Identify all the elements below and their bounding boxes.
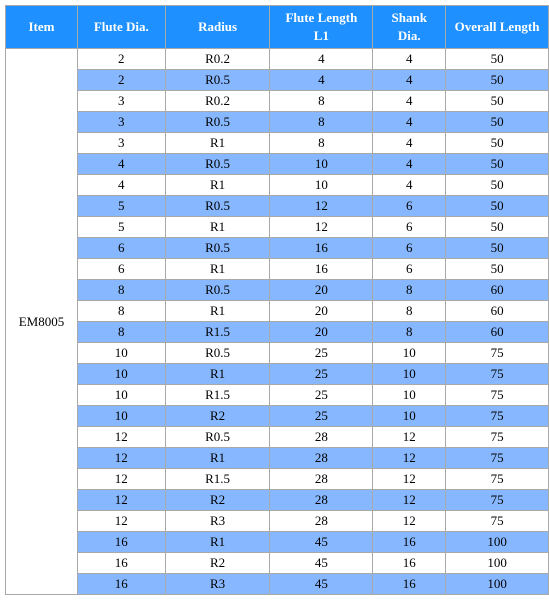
overall-length-cell: 100 xyxy=(446,532,549,553)
flute-length-cell: 25 xyxy=(270,364,373,385)
radius-cell: R1 xyxy=(165,217,270,238)
table-row xyxy=(6,259,549,280)
table-row xyxy=(6,70,549,91)
table-body xyxy=(6,49,549,595)
flute-length-cell: 25 xyxy=(270,343,373,364)
table-row xyxy=(6,154,549,175)
header-overall-length xyxy=(446,6,549,49)
flute-length-cell: 10 xyxy=(270,154,373,175)
radius-cell: R1 xyxy=(165,175,270,196)
radius-cell: R1 xyxy=(165,133,270,154)
radius-cell: R2 xyxy=(165,490,270,511)
radius-cell: R3 xyxy=(165,574,270,595)
table-row xyxy=(6,469,549,490)
overall-length-cell: 75 xyxy=(446,406,549,427)
radius-cell: R1 xyxy=(165,259,270,280)
radius-cell: R1.5 xyxy=(165,322,270,343)
flute-length-cell: 4 xyxy=(270,49,373,70)
table-row xyxy=(6,406,549,427)
radius-cell: R0.5 xyxy=(165,238,270,259)
flute-dia-cell: 4 xyxy=(77,154,165,175)
flute-dia-cell: 12 xyxy=(77,427,165,448)
shank-dia-cell: 10 xyxy=(373,364,446,385)
overall-length-cell: 75 xyxy=(446,448,549,469)
flute-length-cell: 8 xyxy=(270,133,373,154)
radius-cell: R0.5 xyxy=(165,280,270,301)
overall-length-cell: 50 xyxy=(446,238,549,259)
shank-dia-cell: 10 xyxy=(373,385,446,406)
overall-length-cell: 50 xyxy=(446,70,549,91)
shank-dia-cell: 6 xyxy=(373,217,446,238)
flute-dia-cell: 2 xyxy=(77,70,165,91)
shank-dia-cell: 8 xyxy=(373,322,446,343)
shank-dia-cell: 6 xyxy=(373,259,446,280)
flute-dia-cell: 5 xyxy=(77,217,165,238)
overall-length-cell: 50 xyxy=(446,217,549,238)
overall-length-cell: 50 xyxy=(446,49,549,70)
flute-dia-cell: 12 xyxy=(77,448,165,469)
flute-dia-cell: 16 xyxy=(77,553,165,574)
header-flute-length-line1: Flute Length xyxy=(285,10,358,25)
shank-dia-cell: 4 xyxy=(373,49,446,70)
header-shank-line1: Shank xyxy=(391,10,427,25)
table-row xyxy=(6,490,549,511)
table-row xyxy=(6,343,549,364)
flute-dia-cell: 3 xyxy=(77,133,165,154)
flute-dia-cell: 8 xyxy=(77,322,165,343)
shank-dia-cell: 8 xyxy=(373,301,446,322)
header-flute-length-line2: L1 xyxy=(313,28,329,43)
shank-dia-cell: 16 xyxy=(373,574,446,595)
shank-dia-cell: 4 xyxy=(373,70,446,91)
shank-dia-cell: 4 xyxy=(373,175,446,196)
shank-dia-cell: 4 xyxy=(373,112,446,133)
header-flute-dia xyxy=(77,6,165,49)
shank-dia-cell: 6 xyxy=(373,196,446,217)
shank-dia-cell: 4 xyxy=(373,154,446,175)
shank-dia-cell: 10 xyxy=(373,343,446,364)
flute-length-cell: 16 xyxy=(270,238,373,259)
flute-dia-cell: 2 xyxy=(77,49,165,70)
overall-length-cell: 100 xyxy=(446,553,549,574)
spec-table xyxy=(5,5,549,595)
radius-cell: R2 xyxy=(165,553,270,574)
radius-cell: R0.5 xyxy=(165,112,270,133)
shank-dia-cell: 12 xyxy=(373,469,446,490)
flute-dia-cell: 16 xyxy=(77,574,165,595)
table-row xyxy=(6,427,549,448)
overall-length-cell: 75 xyxy=(446,364,549,385)
radius-cell: R0.5 xyxy=(165,427,270,448)
overall-length-cell: 50 xyxy=(446,196,549,217)
header-overall-length-label: Overall Length xyxy=(454,19,540,34)
table-row xyxy=(6,91,549,112)
shank-dia-cell: 12 xyxy=(373,490,446,511)
shank-dia-cell: 4 xyxy=(373,91,446,112)
shank-dia-cell: 8 xyxy=(373,280,446,301)
radius-cell: R0.5 xyxy=(165,343,270,364)
flute-dia-cell: 10 xyxy=(77,385,165,406)
header-radius-label: Radius xyxy=(198,19,238,34)
flute-length-cell: 10 xyxy=(270,175,373,196)
radius-cell: R1 xyxy=(165,448,270,469)
table-row xyxy=(6,301,549,322)
flute-length-cell: 16 xyxy=(270,259,373,280)
table-row xyxy=(6,448,549,469)
header-shank-line2: Dia. xyxy=(397,28,421,43)
table-row xyxy=(6,112,549,133)
overall-length-cell: 60 xyxy=(446,322,549,343)
flute-dia-cell: 4 xyxy=(77,175,165,196)
table-row xyxy=(6,532,549,553)
flute-length-cell: 12 xyxy=(270,196,373,217)
shank-dia-cell: 12 xyxy=(373,427,446,448)
overall-length-cell: 75 xyxy=(446,511,549,532)
flute-length-cell: 25 xyxy=(270,385,373,406)
radius-cell: R1.5 xyxy=(165,469,270,490)
flute-dia-cell: 3 xyxy=(77,112,165,133)
radius-cell: R0.2 xyxy=(165,49,270,70)
overall-length-cell: 100 xyxy=(446,574,549,595)
flute-dia-cell: 6 xyxy=(77,259,165,280)
shank-dia-cell: 12 xyxy=(373,511,446,532)
table-row xyxy=(6,196,549,217)
table-row xyxy=(6,385,549,406)
flute-length-cell: 4 xyxy=(270,70,373,91)
flute-dia-cell: 10 xyxy=(77,364,165,385)
overall-length-cell: 50 xyxy=(446,112,549,133)
overall-length-cell: 75 xyxy=(446,427,549,448)
overall-length-cell: 50 xyxy=(446,259,549,280)
header-item-label: Item xyxy=(28,19,55,34)
item-cell: EM8005 xyxy=(6,49,78,595)
table-row xyxy=(6,238,549,259)
header-flute-length xyxy=(270,6,373,49)
table-row xyxy=(6,175,549,196)
overall-length-cell: 75 xyxy=(446,343,549,364)
radius-cell: R0.2 xyxy=(165,91,270,112)
radius-cell: R1 xyxy=(165,532,270,553)
header-item xyxy=(6,6,78,49)
radius-cell: R1.5 xyxy=(165,385,270,406)
flute-length-cell: 45 xyxy=(270,574,373,595)
radius-cell: R2 xyxy=(165,406,270,427)
overall-length-cell: 50 xyxy=(446,154,549,175)
radius-cell: R0.5 xyxy=(165,154,270,175)
header-row xyxy=(6,6,549,49)
flute-length-cell: 20 xyxy=(270,301,373,322)
flute-dia-cell: 8 xyxy=(77,301,165,322)
flute-length-cell: 8 xyxy=(270,112,373,133)
flute-length-cell: 25 xyxy=(270,406,373,427)
shank-dia-cell: 6 xyxy=(373,238,446,259)
flute-length-cell: 45 xyxy=(270,553,373,574)
table-row xyxy=(6,49,549,70)
overall-length-cell: 75 xyxy=(446,469,549,490)
overall-length-cell: 60 xyxy=(446,280,549,301)
flute-dia-cell: 8 xyxy=(77,280,165,301)
flute-length-cell: 12 xyxy=(270,217,373,238)
flute-dia-cell: 12 xyxy=(77,511,165,532)
flute-dia-cell: 10 xyxy=(77,406,165,427)
radius-cell: R0.5 xyxy=(165,70,270,91)
overall-length-cell: 75 xyxy=(446,385,549,406)
shank-dia-cell: 10 xyxy=(373,406,446,427)
header-shank-dia xyxy=(373,6,446,49)
shank-dia-cell: 16 xyxy=(373,553,446,574)
shank-dia-cell: 4 xyxy=(373,133,446,154)
radius-cell: R1 xyxy=(165,301,270,322)
flute-dia-cell: 5 xyxy=(77,196,165,217)
flute-length-cell: 28 xyxy=(270,490,373,511)
overall-length-cell: 50 xyxy=(446,91,549,112)
radius-cell: R1 xyxy=(165,364,270,385)
flute-length-cell: 28 xyxy=(270,511,373,532)
flute-length-cell: 20 xyxy=(270,280,373,301)
header-radius xyxy=(165,6,270,49)
table-row xyxy=(6,322,549,343)
shank-dia-cell: 16 xyxy=(373,532,446,553)
overall-length-cell: 75 xyxy=(446,490,549,511)
flute-length-cell: 8 xyxy=(270,91,373,112)
flute-length-cell: 28 xyxy=(270,448,373,469)
radius-cell: R0.5 xyxy=(165,196,270,217)
flute-length-cell: 45 xyxy=(270,532,373,553)
flute-length-cell: 28 xyxy=(270,469,373,490)
table-row xyxy=(6,553,549,574)
flute-dia-cell: 16 xyxy=(77,532,165,553)
flute-length-cell: 28 xyxy=(270,427,373,448)
overall-length-cell: 60 xyxy=(446,301,549,322)
flute-dia-cell: 3 xyxy=(77,91,165,112)
flute-dia-cell: 12 xyxy=(77,490,165,511)
flute-dia-cell: 12 xyxy=(77,469,165,490)
shank-dia-cell: 12 xyxy=(373,448,446,469)
overall-length-cell: 50 xyxy=(446,175,549,196)
table-row xyxy=(6,364,549,385)
overall-length-cell: 50 xyxy=(446,133,549,154)
table-row xyxy=(6,133,549,154)
table-row xyxy=(6,574,549,595)
flute-dia-cell: 6 xyxy=(77,238,165,259)
table-row xyxy=(6,511,549,532)
flute-dia-cell: 10 xyxy=(77,343,165,364)
table-row xyxy=(6,217,549,238)
header-flute-dia-label: Flute Dia. xyxy=(93,19,149,34)
table-row xyxy=(6,280,549,301)
radius-cell: R3 xyxy=(165,511,270,532)
flute-length-cell: 20 xyxy=(270,322,373,343)
